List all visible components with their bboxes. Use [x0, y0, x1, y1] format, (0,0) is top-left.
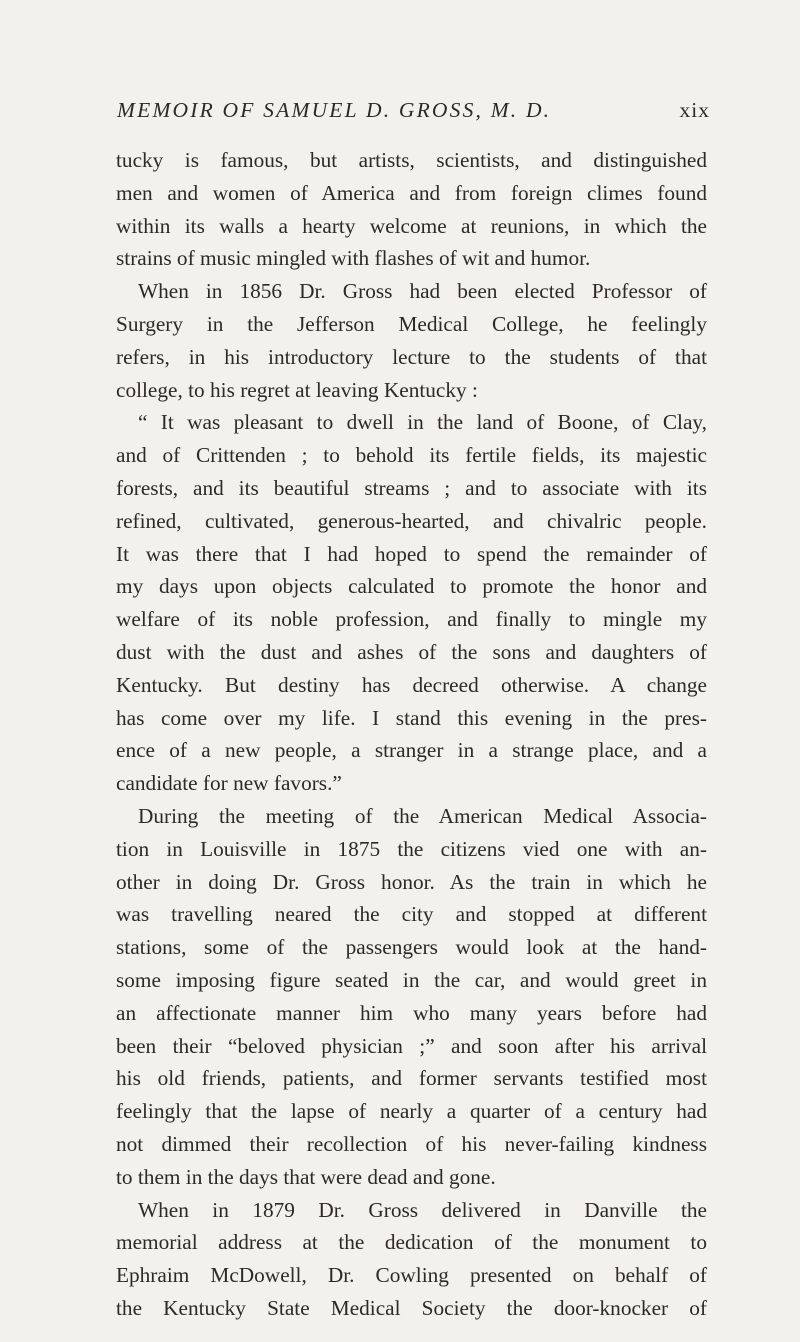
text-line: “ It was pleasant to dwell in the land of Boone, of Clay, [138, 410, 707, 435]
text-line: Ephraim McDowell, Dr. Cowling presented on behalf of [116, 1263, 707, 1288]
text-line: the Kentucky State Medical Society the door-knocker of [116, 1295, 707, 1320]
text-line: Kentucky. But destiny has decreed otherwise. A change [116, 672, 707, 697]
text-line: was travelling neared the city and stopped at different [116, 902, 707, 927]
text-line: an affectionate manner him who many years before had [116, 1000, 707, 1025]
text-line: feelingly that the lapse of nearly a quarter of a century had [116, 1099, 707, 1124]
text-line: ence of a new people, a stranger in a strange place, and a [116, 738, 707, 763]
text-line: It was there that I had hoped to spend the remainder of [116, 541, 707, 566]
text-line: to them in the days that were dead and gone. [116, 1164, 496, 1189]
text-line: college, to his regret at leaving Kentucky : [116, 377, 478, 402]
text-line: welfare of its noble profession, and finally to mingle my [116, 607, 707, 632]
text-line: some imposing figure seated in the car, and would greet in [116, 967, 707, 992]
text-line: strains of music mingled with flashes of wit and humor. [116, 246, 591, 271]
text-line: When in 1879 Dr. Gross delivered in Danville the [138, 1197, 707, 1222]
text-line: been their “beloved physician ;” and soon after his arrival [116, 1033, 707, 1058]
text-line: tion in Louisville in 1875 the citizens vied one with an- [116, 836, 707, 861]
text-line: has come over my life. I stand this evening in the pres- [116, 705, 707, 730]
text-line: When in 1856 Dr. Gross had been elected Professor of [138, 279, 707, 304]
text-line: his old friends, patients, and former servants testified most [116, 1066, 707, 1091]
text-line: within its walls a hearty welcome at reunions, in which the [116, 213, 707, 238]
page-number: xix [679, 98, 710, 122]
text-line: candidate for new favors.” [116, 771, 342, 796]
text-line: and of Crittenden ; to behold its fertile fields, its majestic [116, 443, 707, 468]
text-line: refers, in his introductory lecture to the students of that [116, 344, 707, 369]
text-line: refined, cultivated, generous-hearted, and chivalric people. [116, 508, 707, 533]
text-line: men and women of America and from foreign climes found [116, 180, 707, 205]
text-line: my days upon objects calculated to promote the honor and [116, 574, 707, 599]
text-line: memorial address at the dedication of the monument to [116, 1230, 707, 1255]
text-line: dust with the dust and ashes of the sons and daughters of [116, 639, 707, 664]
text-line: not dimmed their recollection of his never-failing kindness [116, 1131, 707, 1156]
running-head [110, 98, 710, 130]
text-line: Surgery in the Jefferson Medical College, he feelingly [116, 311, 707, 336]
text-line: forests, and its beautiful streams ; and to associate with its [116, 475, 707, 500]
body-text [116, 144, 707, 1325]
text-line: stations, some of the passengers would look at the hand- [116, 935, 707, 960]
text-line: other in doing Dr. Gross honor. As the train in which he [116, 869, 707, 894]
running-head-title: MEMOIR OF SAMUEL D. GROSS, M. D. [117, 98, 552, 122]
text-line: During the meeting of the American Medical Associa- [138, 803, 707, 828]
text-line: tucky is famous, but artists, scientists, and distinguished [116, 148, 707, 172]
